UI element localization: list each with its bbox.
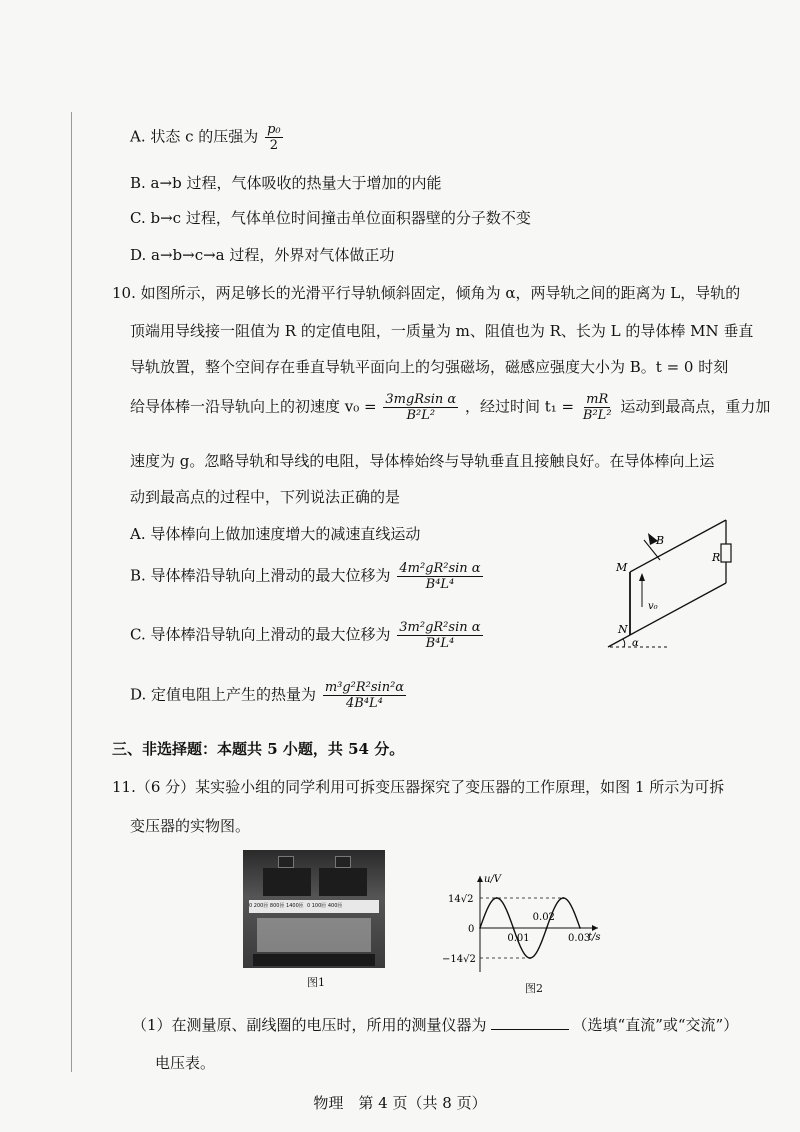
q10-option-b-fraction: [397, 561, 482, 592]
upper-rail: [630, 520, 726, 572]
q11-stem-line-2: 变压器的实物图。: [130, 817, 251, 835]
fraction-denominator: 2: [269, 138, 278, 153]
answer-blank[interactable]: [491, 1029, 569, 1030]
q10-rail-diagram: [600, 515, 740, 655]
x-axis-label: t/s: [588, 932, 601, 943]
left-terminal-knob: [278, 856, 294, 868]
q10-stem-line-1: 10. 如图所示，两足够长的光滑平行导轨倾斜固定，倾角为 α，两导轨之间的距离为 L，导轨的: [112, 284, 741, 302]
resistor-symbol: [721, 544, 731, 562]
q9-option-a-fraction: [265, 122, 283, 153]
xtick-001-label: 0.01: [507, 933, 530, 944]
q9-option-c: C. b→c 过程，气体单位时间撞击单位面积器壁的分子数不变: [130, 209, 531, 227]
q11-sub1-text: （1）在测量原、副线圈的电压时，所用的测量仪器为: [132, 1016, 487, 1034]
xtick-003-label: 0.03: [568, 933, 591, 944]
fraction-denominator: B⁴L⁴: [425, 636, 455, 651]
fraction-denominator: 4B⁴L⁴: [346, 696, 383, 711]
chart-axes: [442, 874, 601, 972]
incline-line: [608, 635, 630, 647]
label-m: M: [616, 561, 628, 574]
data-point: [546, 927, 548, 929]
q10-t1-fraction: [581, 392, 614, 423]
q10-stem-line-3: 导轨放置，整个空间存在垂直导轨平面向上的匀强磁场，磁感应强度大小为 B。t = 0 时刻: [130, 358, 729, 376]
page-footer: 物理 第 4 页（共 8 页）: [313, 1094, 487, 1112]
label-alpha: α: [632, 638, 639, 649]
lower-rail: [630, 583, 726, 635]
fig2-caption: 图2: [525, 982, 543, 995]
fig1-caption: 图1: [307, 976, 325, 989]
q11-sub1: [132, 1014, 738, 1035]
section-3-heading: 三、非选择题：本题共 5 小题，共 54 分。: [112, 740, 405, 758]
q10-t1-text: ，经过时间 t₁ =: [464, 397, 575, 416]
fig1-transformer-photo: [243, 850, 385, 968]
fraction-numerator: 4m²gR²sin α: [399, 561, 481, 576]
q10-stem-line-2: 顶端用导线接一阻值为 R 的定值电阻，一质量为 m、阻值也为 R、长为 L 的导体棒 MN 垂直: [130, 322, 754, 340]
fraction-denominator: B²L²: [406, 408, 436, 423]
q11-stem-line-1: 11.（6 分）某实验小组的同学利用可拆变压器探究了变压器的工作原理，如图 1 所示为可拆: [112, 778, 725, 796]
q9-option-a-text: A. 状态 c 的压强为: [130, 127, 259, 146]
margin-line: [71, 112, 72, 1072]
label-b: B: [656, 534, 665, 547]
v0-arrow-head: [639, 573, 645, 581]
fraction-numerator: 3mgRsin α: [385, 392, 457, 407]
q10-option-a: A. 导体棒向上做加速度增大的减速直线运动: [130, 525, 421, 543]
turns-scale-right: 0 100匝 400匝: [306, 903, 343, 909]
right-coil: [319, 868, 367, 896]
q10-option-c: [130, 620, 485, 651]
fraction-numerator: m³g²R²sin²α: [324, 680, 405, 695]
fraction-numerator: mR: [586, 392, 609, 407]
q10-option-c-fraction: [397, 620, 482, 651]
q11-sub1-line-2: 电压表。: [155, 1054, 216, 1072]
label-r: R: [712, 551, 721, 564]
fraction-numerator: p₀: [267, 122, 281, 137]
origin-label: 0: [468, 924, 475, 935]
q10-option-d-fraction: [323, 680, 406, 711]
transformer-core: [257, 918, 371, 952]
fig2-voltage-chart: [430, 848, 640, 978]
turns-scale-left: 0 200匝 800匝 1400匝: [249, 903, 304, 909]
xtick-002-label: 0.02: [532, 912, 555, 923]
q9-option-d: D. a→b→c→a 过程，外界对气体做正功: [130, 246, 395, 264]
q9-option-b: B. a→b 过程，气体吸收的热量大于增加的内能: [130, 174, 442, 192]
data-point: [512, 927, 514, 929]
left-coil: [263, 868, 311, 896]
label-v0: v₀: [648, 601, 658, 612]
ytick-max-label: 14√2: [448, 894, 474, 905]
q10-option-d: [130, 680, 408, 711]
data-point: [562, 897, 564, 899]
turns-scale-label: [249, 900, 379, 913]
q10-option-b: [130, 561, 485, 592]
right-terminal-knob: [335, 856, 351, 868]
y-axis-label: u/V: [484, 874, 502, 885]
q10-stem-line-5: 速度为 g。忽略导轨和导线的电阻，导体棒始终与导轨垂直且接触良好。在导体棒向上运: [130, 452, 715, 470]
transformer-base: [253, 954, 375, 966]
q10-line4-tail: 运动到最高点，重力加: [620, 397, 771, 416]
data-point: [479, 927, 481, 929]
data-point: [529, 957, 531, 959]
x-axis-arrow: [592, 925, 598, 931]
fraction-denominator: B⁴L⁴: [425, 577, 455, 592]
data-point: [496, 897, 498, 899]
q10-option-b-text: B. 导体棒沿导轨向上滑动的最大位移为: [130, 566, 391, 585]
q10-stem-line-4: [130, 392, 770, 423]
q10-v0-fraction: [383, 392, 458, 423]
ytick-min-label: −14√2: [442, 954, 476, 965]
q10-v0-text: 给导体棒一沿导轨向上的初速度 v₀ =: [130, 397, 377, 416]
q10-option-c-text: C. 导体棒沿导轨向上滑动的最大位移为: [130, 625, 391, 644]
data-point: [579, 927, 581, 929]
q10-stem-line-6: 动到最高点的过程中，下列说法正确的是: [130, 488, 401, 506]
fraction-numerator: 3m²gR²sin α: [399, 620, 481, 635]
label-n: N: [618, 623, 628, 636]
fraction-denominator: B²L²: [582, 408, 612, 423]
q10-option-d-text: D. 定值电阻上产生的热量为: [130, 685, 317, 704]
y-axis-arrow: [477, 876, 483, 882]
q9-option-a: [130, 122, 285, 153]
angle-arc: [623, 639, 625, 647]
q11-sub1-hint: （选填“直流”或“交流”）: [572, 1016, 739, 1034]
